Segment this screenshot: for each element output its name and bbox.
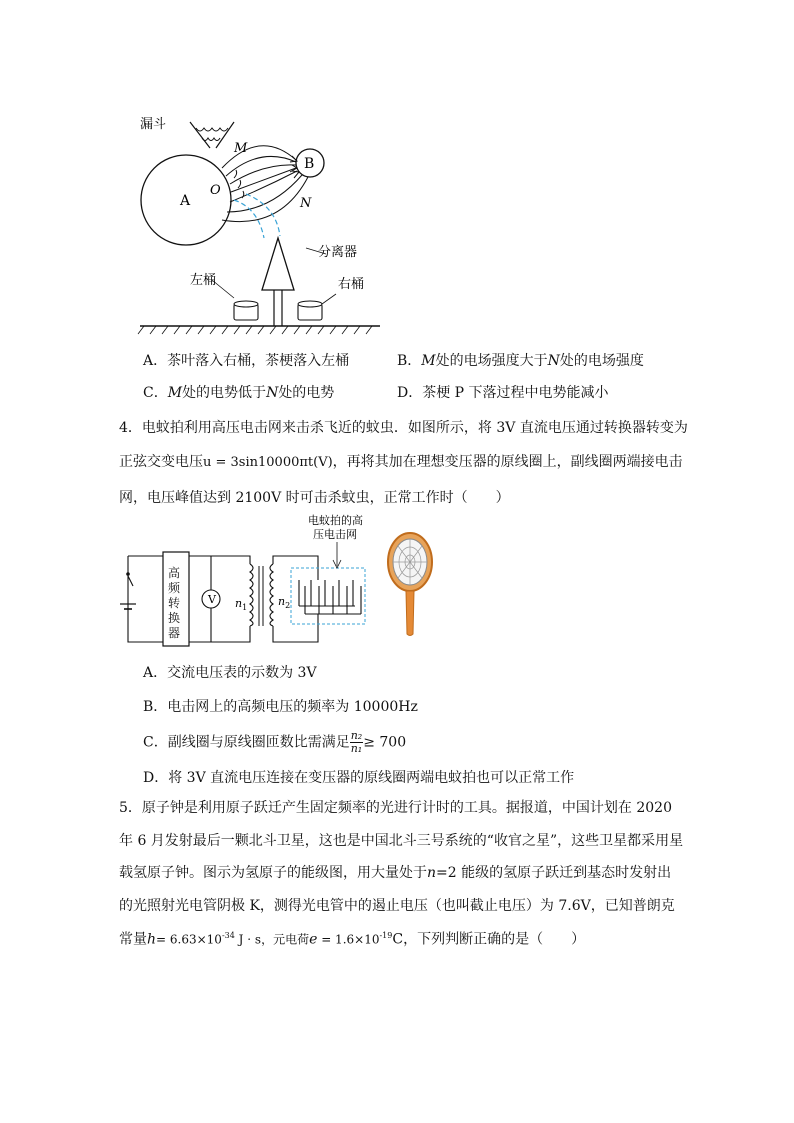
net-box bbox=[291, 568, 365, 624]
o-label: O bbox=[210, 183, 221, 198]
a-label: A bbox=[180, 193, 191, 209]
q3-option-c: C．M处的电势低于N处的电势 bbox=[143, 385, 335, 401]
m-label: M bbox=[234, 141, 248, 156]
q4-option-a: A．交流电压表的示数为 3V bbox=[143, 665, 317, 681]
net-caption-1: 电蚊拍的高 bbox=[308, 514, 363, 527]
q5-stem-line3: 载氢原子钟。图示为氢原子的能级图，用大量处于n=2 能级的氢原子跃迁到基态时发射出 bbox=[119, 865, 672, 881]
tea-separator-diagram bbox=[130, 108, 390, 338]
n1-label: $n_1$ bbox=[235, 597, 248, 612]
q4-option-b: B．电击网上的高频电压的频率为 10000Hz bbox=[143, 699, 418, 715]
right-bucket-label: 右桶 bbox=[338, 277, 365, 292]
q4-stem-line3: 网，电压峰值达到 2100V 时可击杀蚊虫，正常工作时（ ） bbox=[119, 490, 510, 506]
q5-stem-line2: 年 6 月发射最后一颗北斗卫星，这也是中国北斗三号系统的“收官之星”，这些卫星都采用星 bbox=[119, 833, 684, 849]
voltmeter-label: V bbox=[208, 593, 216, 606]
mosquito-swatter-circuit bbox=[115, 514, 375, 648]
b-label: B bbox=[304, 156, 315, 172]
q3-option-a: A．茶叶落入右桶，茶梗落入左桶 bbox=[143, 353, 350, 369]
q4-option-d: D．将 3V 直流电压连接在变压器的原线圈两端电蚊拍也可以正常工作 bbox=[143, 770, 575, 786]
net-caption-2: 压电击网 bbox=[313, 528, 357, 541]
q5-stem-line1: 5．原子钟是利用原子跃迁产生固定频率的光进行计时的工具。据报道，中国计划在 2020 bbox=[119, 800, 672, 816]
q4-formula: u = 3sin10000πt(V) bbox=[203, 455, 333, 470]
q5-stem-line4: 的光照射光电管阴极 K，测得光电管中的遏止电压（也叫截止电压）为 7.6V，已知普朗克 bbox=[119, 898, 675, 914]
separator-label: 分离器 bbox=[318, 245, 358, 260]
separator-blade bbox=[262, 238, 294, 290]
ratio-fraction: $\frac{\text{n₂}}{\text{n₁}}$ bbox=[350, 729, 363, 755]
left-bucket-label: 左桶 bbox=[190, 273, 217, 288]
q3-option-d: D．茶梗 P 下落过程中电势能减小 bbox=[397, 385, 609, 401]
q4-stem-line2: 正弦交变电压u = 3sin10000πt(V)，再将其加在理想变压器的原线圈上，副线圈两端接电击 bbox=[119, 454, 683, 470]
n-label: N bbox=[300, 196, 312, 211]
q4-option-c: C．副线圈与原线圈匝数比需满足 $\frac{\text{n₂}}{\text{n₁}}$ ≥ 700 bbox=[143, 729, 407, 755]
funnel-label: 漏斗 bbox=[140, 117, 167, 132]
racket-image bbox=[385, 530, 435, 638]
q3-figure bbox=[130, 108, 390, 338]
q3-option-b: B．M处的电场强度大于N处的电场强度 bbox=[397, 353, 644, 369]
converter-label: 高频转换器 bbox=[168, 566, 181, 640]
n2-label: $n_2$ bbox=[278, 595, 291, 610]
q4-circuit-figure bbox=[115, 514, 375, 648]
q4-stem-line1: 4．电蚊拍利用高压电击网来击杀飞近的蚊虫．如图所示，将 3V 直流电压通过转换器转变为 bbox=[119, 420, 688, 436]
q5-stem-line5: 常量$h= 6.63\times 10^{-34}$ J · s，元电荷$e = 1.6\times 10^{-19}C$，下列判断正确的是（ ） bbox=[119, 931, 586, 948]
